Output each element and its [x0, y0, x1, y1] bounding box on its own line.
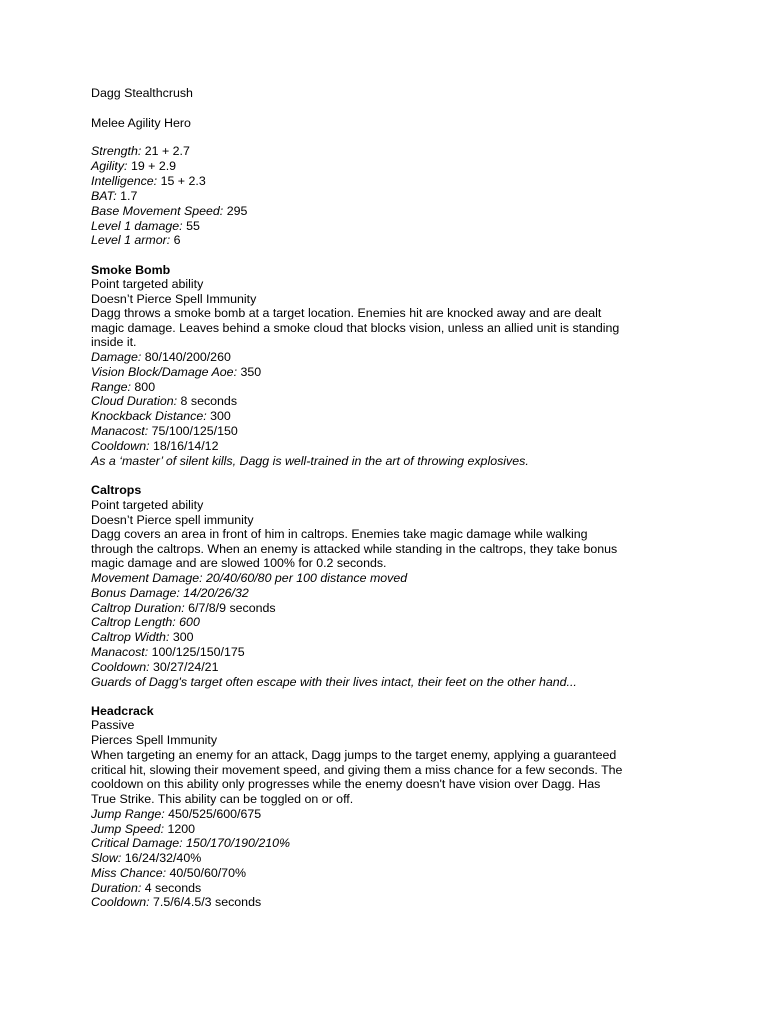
stat-line — [91, 807, 261, 822]
stat-line — [91, 350, 231, 365]
stat-value: 16/24/32/40% — [121, 851, 202, 865]
hero-type: Melee Agility Hero — [91, 116, 191, 130]
ability-immunity: Pierces Spell Immunity — [91, 733, 218, 747]
stat-value: 350 — [237, 365, 262, 379]
stat-label: Strength: — [91, 144, 142, 158]
stat-value: 30/27/24/21 — [149, 660, 219, 674]
stat-label: Miss Chance: — [91, 866, 167, 880]
ability-title: Smoke Bomb — [91, 263, 171, 277]
stat-label: Manacost: — [91, 645, 149, 659]
stat-label: BAT: — [91, 189, 117, 203]
stat-value: 300 — [206, 409, 231, 423]
ability-description-line: critical hit, slowing their movement speed, and giving them a miss chance for a few seconds. The — [91, 763, 623, 777]
stat-label: Jump Range: — [91, 807, 165, 821]
stat-value: 40/50/60/70% — [166, 866, 246, 880]
ability-title: Headcrack — [91, 704, 154, 718]
stat-label: Duration: — [91, 881, 142, 895]
ability-description-line: inside it. — [91, 335, 137, 349]
stat-value: 6 — [170, 233, 181, 247]
stat-value: 75/100/125/150 — [148, 424, 238, 438]
stat-line — [91, 380, 155, 395]
stat-line — [91, 424, 238, 439]
ability-targeting: Point targeted ability — [91, 498, 204, 512]
stat-line — [91, 866, 246, 881]
stat-label: Agility: — [91, 159, 128, 173]
stat-value: 800 — [130, 380, 156, 394]
ability-description-line: magic damage and are slowed 100% for 0.2 seconds. — [91, 556, 387, 570]
stat-line — [91, 645, 245, 660]
stat-line — [91, 219, 200, 234]
stat-value: 19 + 2.9 — [127, 159, 177, 173]
ability-immunity: Doesn’t Pierce Spell Immunity — [91, 292, 257, 306]
stat-line — [91, 586, 249, 601]
ability-lore: Guards of Dagg's target often escape with their lives intact, their feet on the other hand... — [91, 675, 577, 689]
stat-line — [91, 189, 137, 204]
stat-label: Level 1 armor: — [91, 233, 171, 247]
ability-description-line: Dagg throws a smoke bomb at a target location. Enemies hit are knocked away and are dealt — [91, 306, 602, 320]
stat-label: Critical Damage: 150/170/190/210% — [91, 836, 291, 850]
ability-description-line: magic damage. Leaves behind a smoke cloud that blocks vision, unless an allied unit is standing — [91, 321, 620, 335]
hero-name: Dagg Stealthcrush — [91, 86, 193, 100]
stat-line — [91, 836, 290, 851]
stat-value: 1.7 — [116, 189, 138, 203]
stat-label: Range: — [91, 380, 131, 394]
stat-label: Caltrop Length: 600 — [91, 615, 200, 629]
stat-label: Slow: — [91, 851, 122, 865]
stat-value: 55 — [182, 219, 200, 233]
stat-line — [91, 660, 218, 675]
stat-label: Cloud Duration: — [91, 394, 178, 408]
ability-description-line: Dagg covers an area in front of him in caltrops. Enemies take magic damage while walking — [91, 527, 588, 541]
ability-targeting: Passive — [91, 718, 135, 732]
stat-line — [91, 615, 200, 630]
stat-value: 4 seconds — [141, 881, 202, 895]
stat-label: Bonus Damage: 14/20/26/32 — [91, 586, 249, 600]
stat-label: Base Movement Speed: — [91, 204, 224, 218]
stat-line — [91, 571, 407, 586]
stat-line — [91, 822, 195, 837]
ability-description-line: through the caltrops. When an enemy is attacked while standing in the caltrops, they take bonus — [91, 542, 618, 556]
stat-line — [91, 233, 181, 248]
ability-description-line: True Strike. This ability can be toggled on or off. — [91, 792, 354, 806]
stat-value: 7.5/6/4.5/3 seconds — [149, 895, 262, 909]
stat-label: Intelligence: — [91, 174, 158, 188]
stat-value: 18/16/14/12 — [149, 439, 219, 453]
stat-line — [91, 144, 190, 159]
stat-value: 6/7/8/9 seconds — [184, 601, 276, 615]
stat-line — [91, 394, 237, 409]
stat-label: Manacost: — [91, 424, 149, 438]
stat-line — [91, 601, 276, 616]
stat-line — [91, 851, 201, 866]
ability-targeting: Point targeted ability — [91, 277, 204, 291]
stat-line — [91, 881, 201, 896]
stat-line — [91, 630, 194, 645]
stat-label: Caltrop Width: — [91, 630, 170, 644]
stat-value: 1200 — [164, 822, 196, 836]
stat-value: 300 — [169, 630, 194, 644]
stat-value: 21 + 2.7 — [141, 144, 190, 158]
stat-line — [91, 174, 206, 189]
ability-description-line: When targeting an enemy for an attack, Dagg jumps to the target enemy, applying a guaranteed — [91, 748, 617, 762]
stat-label: Jump Speed: — [91, 822, 165, 836]
stat-label: Level 1 damage: — [91, 219, 183, 233]
stat-label: Cooldown: — [91, 895, 150, 909]
ability-description-line: cooldown on this ability only progresses while the enemy doesn't have vision over Dagg. Has — [91, 777, 601, 791]
stat-line — [91, 159, 176, 174]
stat-label: Knockback Distance: — [91, 409, 207, 423]
ability-title: Caltrops — [91, 483, 142, 497]
stat-value: 450/525/600/675 — [164, 807, 262, 821]
stat-label: Cooldown: — [91, 439, 150, 453]
stat-line — [91, 409, 231, 424]
stat-label: Cooldown: — [91, 660, 150, 674]
stat-value: 80/140/200/260 — [141, 350, 231, 364]
stat-line — [91, 439, 218, 454]
stat-label: Movement Damage: 20/40/60/80 per 100 distance moved — [91, 571, 408, 585]
ability-lore: As a ‘master’ of silent kills, Dagg is well-trained in the art of throwing explosives. — [91, 454, 529, 468]
stat-line — [91, 365, 261, 380]
stat-line — [91, 895, 261, 910]
stat-label: Caltrop Duration: — [91, 601, 185, 615]
stat-value: 295 — [223, 204, 248, 218]
stat-label: Vision Block/Damage Aoe: — [91, 365, 238, 379]
ability-immunity: Doesn’t Pierce spell immunity — [91, 513, 254, 527]
stat-value: 8 seconds — [177, 394, 238, 408]
stat-value: 100/125/150/175 — [148, 645, 245, 659]
stat-value: 15 + 2.3 — [157, 174, 206, 188]
stat-line — [91, 204, 247, 219]
stat-label: Damage: — [91, 350, 142, 364]
